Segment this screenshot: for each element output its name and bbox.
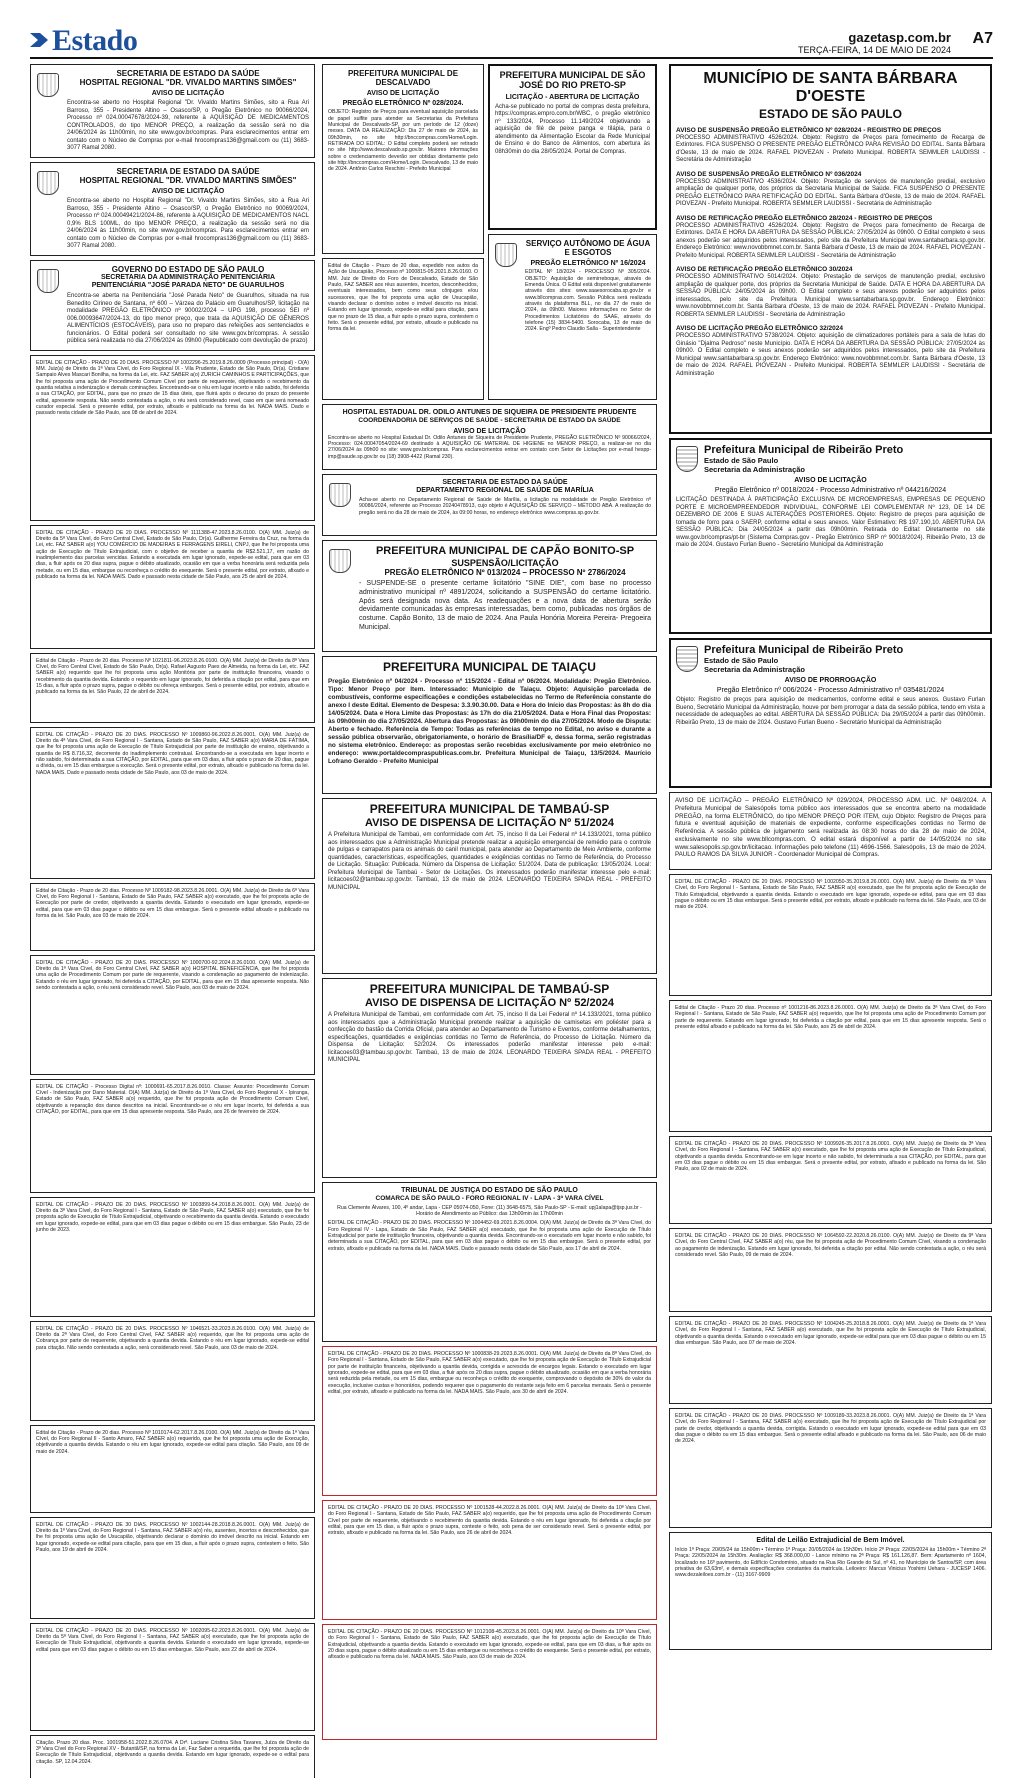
masthead bbox=[0, 0, 1011, 58]
edital-text: EDITAL DE CITAÇÃO - PRAZO DE 20 DIAS. PROCESSO Nº 1002050-35.2019.8.26.0001. O(A) MM. Juiz(a) de Direito da 5ª Vara Cível, do Foro Regional I - Santana, Estado de São Paulo, FAZ SABER a(o) executado, que lhe foi proposta ação de Execução de Título Extrajudicial, objetivando a quantia devida. Estando o executado em lugar ignorado, expede-se edital, para que em 03 dias pague o débito ou em 15 dias embargue. Será o presente edital, por extrato, afixado e publicado na forma da lei. São Paulo, aos 03 de maio de 2024. bbox=[675, 879, 986, 911]
edital-citacao bbox=[30, 525, 315, 649]
edital-red-frame bbox=[322, 1624, 657, 1740]
notice-subtitle: Estado de São Paulo bbox=[704, 656, 779, 665]
edital-citacao bbox=[30, 1321, 315, 1421]
edital-text: Edital de Citação - Prazo de 20 dias. Processo Nº 1009182-98.2023.8.26.0001. O(A) MM. Juiz(a) de Direito da 6ª Vara Cível, do Foro Regional I - Santana, Estado de São Paulo, FAZ SABER a(o) executado, que lhe foi proposta ação de Execução por parte de credor, objetivando a quantia devida. Estando o executado em lugar ignorado, expede-se edital, para que em 03 dias pague o débito ou em 15 dias embargue. Será o presente edital afixado e publicado na forma da lei. São Paulo, aos 03 de maio de 2024. bbox=[36, 887, 309, 919]
edital-text: EDITAL DE CITAÇÃO - PRAZO DE 20 DIAS. PROCESSO Nº 1046521-33.2023.8.26.0100. O(A) MM. Juiz(a) de Direito da 2ª Vara Cível, do Foro Central Cível, FAZ SABER a(o) requerido, que lhe foi proposta uma ação de Cobrança por parte de requerente, objetivando a quantia devida. Estando o réu em lugar ignorado, expede-se edital para citação. Não sendo contestada a ação, será considerado revel. São Paulo, aos 03 de maio de 2024. bbox=[36, 1325, 309, 1351]
notice-heading: PREGÃO ELETRÔNICO Nº 16/2024 bbox=[530, 260, 646, 268]
edital-text: EDITAL DE CITAÇÃO - Processo Digital nº: 1000691-65.2017.8.26.0010. Classe: Assunto: Procedimento Comum Cível - Indenização por Dano Material. O(A) MM. Juiz(a) de Direito da 1ª Vara Cível, do Foro Regional X - Ipiranga, Estado de São Paulo, FAZ SABER a(o) requerido, que lhe foi proposta ação de Procedimento Comum Cível, objetivando a reparação dos danos descritos na inicial. Encontrando-se o réu em lugar incerto, foi deferida a sua CITAÇÃO, por EDITAL, para que em 15 dias apresente resposta. São Paulo, aos 26 de fevereiro de 2024. bbox=[36, 1083, 309, 1115]
notice-santa-barbara bbox=[669, 64, 992, 434]
notice-body: Acha-se publicado no portal de compras desta prefeitura, https://compras.empro.com.br/WBC, o pregão eletrônico nº 133/2024, Processo 11.149/2024 objetivando a aquisição de filé de peixe panga e tilápia, para o atendimento da Alimentação Escolar da Rede Municipal de Ensino e do Banco de Alimentos, com abertura às 08h30min do dia 28/05/2024. Portal de Compras. bbox=[495, 103, 650, 155]
notice-heading: AVISO DE LICITAÇÃO bbox=[794, 477, 867, 484]
notice-body: A Prefeitura Municipal de Tambaú, em conformidade com Art. 75, inciso II da Lei Federal nº 14.133/2021, torna público aos interessados que a Administração Municipal pretende realizar a aquisição emergencial de remédio para o controle de pulgas e carrapatos para os animais do canil municipal, para atender ao Departamento de Meio Ambiente, conforme quantidades, características, especificações, quantidades e exigências contidas no Termo de Referência, do Processo de Licitação. Situação: Publicada. Número da Dispensa de Licitação: 51/2024. Data de publicação: 13/05/2024. Local: Prefeitura Municipal de Tambaú - Setor de Licitações. Os interessados poderão manifestar interesse pelo e-mail: licitacoes02@tambau.sp.gov.br. Tambaú, 13 de maio de 2024. LEONARDO TEIXEIRA SPADA REAL - PREFEITO MUNICIPAL bbox=[328, 832, 651, 891]
notice-tambau-51 bbox=[322, 798, 657, 974]
edital-text: Citação. Prazo 20 dias. Proc. 1001958-51.2022.8.26.0704. A Drª. Luciane Cristina Silva Tavares, Juíza de Direito da 3ª Vara Cível do Foro Regional XV - Butantã/SP, na forma da Lei, Faz Saber a requerida, que lhe foi proposta ação de Execução de Título Extrajudicial, objetivando a quantia devida. Estando em lugar ignorado, expede-se o edital para citação. SP, 12.04.2024. bbox=[36, 1739, 309, 1765]
court-address: Rua Clemente Álvares, 100, 4º andar, Lapa - CEP 05074-050, Fone: (11) 3648-6575, São Paulo-SP - E-mail: upj1alapa@tjsp.jus.br - Horário de Atendimento ao Público: das 13h00min às 17h00min bbox=[337, 1204, 642, 1217]
notice-body: Acha-se aberto no Departamento Regional de Saúde de Marília, a licitação na modalidade de Pregão Eletrônico nº 90086/2024, referente ao Processo 20240478913, cujo objeto é AQUISIÇÃO DE SERVIÇO – MÉTODO ABA. A realização do pregão será no dia 28 de maio de 2024, às 09:00 horas, no endereço eletrônico www.compras.sp.gov.br. bbox=[359, 497, 651, 516]
edital-citacao bbox=[30, 1425, 315, 1513]
notice-title: TRIBUNAL DE JUSTIÇA DO ESTADO DE SÃO PAULO bbox=[401, 1187, 578, 1194]
notice-title: SECRETARIA DE ESTADO DA SAÚDE bbox=[116, 69, 260, 78]
notice-pregao: Pregão Eletrônico nº 006/2024 - Processo Administrativo nº 035481/2024 bbox=[716, 687, 945, 694]
edital-text: EDITAL DE CITAÇÃO - PRAZO DE 20 DIAS. PROCESSO Nº 1009926-35.2017.8.26.0001. O(A) MM. Juiz(a) de Direito da 3ª Vara Cível, do Foro Regional I - Santana, FAZ SABER a(o) executado, que lhe foi proposta uma ação de Execução de Título Extrajudicial, objetivando a quantia devida. Encontrando-se em lugar incerto e não sabido, foi determinada a sua CITAÇÃO, por EDITAL, para que em 03 dias pague o débito ou em 15 dias embargue. Será o presente edital, por extrato, afixado e publicado na forma da lei. São Paulo, aos 02 de maio de 2024. bbox=[675, 1141, 986, 1173]
notice-heading: AVISO DE LICITAÇÃO bbox=[453, 427, 526, 435]
edital-red-frame bbox=[322, 1500, 657, 1620]
notice-body: EDITAL Nº 18/2024 - PROCESSO Nº 305/2024. OBJETO: Aquisição de semirreboque, através de Emenda Única. O Edital está disponível gratuitamente através dos sites: www.saaesorocaba.sp.gov.br e www.bllcompras.com. Sessão Pública será realizada através da plataforma BLL, no dia 27 de maio de 2024, às 09h00. Maiores informações no Setor de Procedimentos Licitatórios do SAAE, através do telefone (15) 3834-5400. Sorocaba, 13 de maio de 2024. Engº Pedro Claudio Salla - Superintendente bbox=[525, 269, 651, 333]
edital-citacao bbox=[669, 1228, 992, 1312]
stack-right bbox=[488, 64, 657, 404]
edital-citacao bbox=[30, 1517, 315, 1619]
edital-text: EDITAL DE CITAÇÃO - PRAZO DE 20 DIAS. PROCESSO Nº 1001528-44.2022.8.26.0001. O(A) MM. Juiz(a) de Direito da 10ª Vara Cível, do Foro Regional I - Santana, Estado de São Paulo, FAZ SABER a(o) requerido, que lhe foi proposta uma ação de Procedimento Comum Cível por parte de requerente, objetivando o recebimento da quantia devida. Estando o réu em lugar ignorado, foi deferida a citação por edital, para que em 15 dias, a fluir após o prazo supra, conteste o feito, sob pena de ser considerado revel. Será o presente edital, por extrato, afixado e publicado na forma da lei. São Paulo, aos 26 de abril de 2024. bbox=[328, 1505, 651, 1537]
header-rule bbox=[30, 57, 993, 59]
notice-title: Prefeitura Municipal de Ribeirão Preto bbox=[704, 644, 904, 656]
edital-citacao bbox=[30, 1623, 315, 1731]
site-url[interactable]: gazetasp.com.br bbox=[848, 30, 951, 45]
edital-text: EDITAL DE CITAÇÃO - PRAZO DE 20 DIAS. PROCESSO Nº 1000700-92.2024.8.26.0100. O(A) MM. Juiz(a) de Direito da 1ª Vara Cível, do Foro Central Cível, FAZ SABER a(o) HOSPITAL BENEFICÊNCIA, que lhe foi proposta uma ação de Procedimento Comum por parte de requerente, visando a condenação ao pagamento de indenização. Estando o réu em lugar ignorado, foi deferida a CITAÇÃO, por EDITAL, para que em 15 dias apresente resposta. Não sendo contestada a ação, o réu será considerado revel. São Paulo, aos 03 de maio de 2024. bbox=[36, 959, 309, 991]
edital-text: Edital de Citação - Prazo de 20 dias. Processo Nº 1010174-62.2017.8.26.0100. O(A) MM. Juiz(a) de Direito da 1ª Vara Cível, do Foro Regional II - Santo Amaro, FAZ SABER a(o) requerido, que lhe foi proposta uma ação de Execução, objetivando a quantia devida. Estando o réu em lugar ignorado, expede-se edital para citação. São Paulo, aos 09 de maio de 2024. bbox=[36, 1429, 309, 1455]
notice-marilia bbox=[322, 474, 657, 536]
edital-citacao bbox=[30, 653, 315, 723]
notice-body: PROCESSO ADMINISTRATIVO 4536/2024. Objeto: Prestação de serviços de manutenção predial, exclusivo ampliação de qualquer porte, dos próprios da Secretaria Municipal de Saúde. FICA SUSPENSO O PRESENTE PREGÃO ELETRÔNICO PARA RETIFICAÇÃO DO EDITAL. Santa Bárbara d'Oeste, 13 de maio de 2024. RAFAEL PIOVEZAN - Prefeito Municipal. ROBERTA SEMMLER LAUDISSI - Secretária de Administração bbox=[676, 178, 985, 208]
notice-title: PREFEITURA MUNICIPAL DE CAPÃO BONITO-SP bbox=[375, 545, 635, 557]
notice-ribeirao-preto-2 bbox=[669, 638, 992, 788]
notice-heading: AVISO DE LICITAÇÃO bbox=[151, 188, 225, 196]
edital-citacao bbox=[669, 1136, 992, 1224]
notice-subtitle: SECRETARIA DA ADMINISTRAÇÃO PENITENCIÁRIA bbox=[100, 273, 276, 281]
edital-text: EDITAL DE CITAÇÃO - PRAZO DE 20 DIAS. PROCESSO Nº 1004245-25.2018.8.26.0001. O(A) MM. Juiz(a) de Direito da 1ª Vara Cível, do Foro Regional I - Santana, FAZ SABER a(o) executado, que lhe foi proposta ação de Execução de Título Extrajudicial, objetivando a quantia devida. Estando o executado em lugar ignorado, expede-se edital para que em 03 dias pague o débito ou em 15 dias embargue. São Paulo, aos 07 de maio de 2024. bbox=[675, 1321, 986, 1347]
edital-citacao bbox=[30, 1079, 315, 1193]
edital-citacao bbox=[669, 1408, 992, 1528]
edital-citacao bbox=[30, 955, 315, 1075]
column-1 bbox=[30, 64, 315, 1778]
notice-subtitle: HOSPITAL REGIONAL "DR. VIVALDO MARTINS SIMÕES" bbox=[79, 78, 297, 88]
notice-title: GOVERNO DO ESTADO DE SÃO PAULO bbox=[111, 264, 265, 274]
notice-subtitle: HOSPITAL REGIONAL "DR. VIVALDO MARTINS SIMÕES" bbox=[79, 176, 297, 186]
stack-left bbox=[322, 64, 484, 404]
notice-title: MUNICÍPIO DE SANTA BÁRBARA D'OESTE bbox=[703, 70, 958, 106]
notice-heading: SUSPENSÃO/LICITAÇÃO bbox=[451, 557, 559, 568]
notice-heading: AVISO DE PRORROGAÇÃO bbox=[784, 677, 877, 684]
notice-body: Encontra-se aberto no Hospital Regional "Dr. Vivaldo Martins Simões, sito a Rua Ari Barroso, 355 - Presidente Altino – Osasco/SP, o Pregão Eletrônico no 90069/2024, Processo nº 024.00049421/2024-86, referente à AQUISIÇÃO DE MEDICAMENTOS NACL 0,9% BLS 100ML, do tipo MENOR PREÇO, a realização da sessão será no dia 24/06/2024 às 11h00min, no site www.gov.br/compras. Para esclarecimentos entrar em contato com o Núcleo de Compras por e-mail hrocompras136@gmail.com ou (11) 3683-3077 Ramal 2080. bbox=[67, 198, 309, 250]
column-3 bbox=[669, 64, 992, 1778]
notice-body: Objeto: Registro de preços para aquisição de medicamentos, conforme edital e seus anexos. Gustavo Furlan Bueno, Secretário Municipal da Administração, houve por bem prorrogar a data da sessão pública, tendo em vista a necessidade de adequações ao edital. ABERTURA DA SESSÃO PÚBLICA: Dia 29/05/2024 a partir das 09h00min. Ribeirão Preto, 13 de maio de 2024. Gustavo Furlan Bueno - Secretário Municipal da Administração bbox=[676, 697, 985, 726]
ribeirao-crest-icon bbox=[676, 646, 698, 672]
edital-citacao bbox=[669, 1316, 992, 1404]
notice-title: PREFEITURA MUNICIPAL DE TAMBAÚ-SP bbox=[369, 982, 610, 996]
notice-header bbox=[676, 644, 985, 674]
notice-subtitle: COMARCA DE SÃO PAULO - FORO REGIONAL IV - LAPA - 3ª VARA CÍVEL bbox=[375, 1195, 604, 1203]
notice-body: LICITAÇÃO DESTINADA À PARTICIPAÇÃO EXCLUSIVA DE MICROEMPRESAS, EMPRESAS DE PEQUENO PORTE E MICROEMPREENDEDOR INDIVIDUAL, CONFORME LEI COMPLEMENTAR Nº 123, DE 14 DE DEZEMBRO DE 2006 E SUAS ALTERAÇÕES POSTERIORES. Objeto: Registro de preços para aquisição de tomada de forro para o SAERP, conforme edital e seus anexos. Valor Estimativo: R$ 197.190,10. ABERTURA DA SESSÃO PÚBLICA: Dia 24/05/2024 a partir das 09h00min. Retirada do Edital: Diretamente no site www.gov.br/compras/pt-br (Sistema Compras.gov - Pregão Eletrônico SRP nº 90018/2024). Ribeirão Preto, 13 de maio de 2024. Gustavo Furlan Bueno - Secretário Municipal da Administração bbox=[676, 497, 985, 548]
notice-tambau-52 bbox=[322, 978, 657, 1178]
ribeirao-crest-icon bbox=[676, 446, 698, 472]
notice-body: Pregão Eletrônico nº 04/2024 - Processo nº 115/2024 - Edital nº 06/2024. Modalidade: Pregão Eletrônico. Tipo: Menor Preço por Item. Interessado: Município de Taiaçu. Objeto: Aquisição parcelada de combustíveis, conforme especificações e condições estabelecidas no Termo de Referência constante do anexo I deste Edital. Elemento de Despesa: 3.3.90.30.00. Data e Hora do Início das Propostas: às 8h do dia 14/05/2024. Data e Hora Limite das Propostas: às 17h do dia 21/05/2024. Data e Hora Final das Propostas: às 09h00min do dia 27/05/2024. Abertura das Propostas: às 09h00min do dia 27/05/2024. Modo de Disputa: Aberto e fechado. Referência de Tempo: Todas as referências de tempo no Edital, no aviso e durante a sessão pública observarão, obrigatoriamente, o horário de Brasília/DF e, dessa forma, serão registradas no sistema eletrônico. Endereço: as propostas serão recebidas exclusivamente por meio eletrônico no endereço: www.portaldecompraspublicas.com.br. Prefeitura Municipal de Taiaçu, 13/5/2024. Maurício Lofrano Geraldo - Prefeito Municipal bbox=[328, 677, 651, 765]
edital-text: EDITAL DE CITAÇÃO - PRAZO DE 20 DIAS. PROCESSO Nº 1002095-62.2023.8.26.0001. O(A) MM. Juiz(a) de Direito da 5ª Vara Cível, do Foro Regional I - Santana, FAZ SABER a(o) executado, que lhe foi proposta ação de Execução de Título Extrajudicial, objetivando a quantia devida. Estando o executado em lugar ignorado, expede-se edital para que em 03 dias pague o débito ou em 15 dias embargue. São Paulo, aos 22 de abril de 2024. bbox=[36, 1627, 309, 1653]
notice-heading: AVISO DE SUSPENSÃO PREGÃO ELETRÔNICO Nº 036/2024 bbox=[676, 170, 862, 178]
notice-subtitle: DEPARTAMENTO REGIONAL DE SAÚDE DE MARÍLIA bbox=[416, 487, 594, 495]
notice-subtitle: Secretaria da Administração bbox=[704, 665, 806, 674]
notice-pregao: Pregão Eletrônico nº 0018/2024 - Processo Administrativo nº 044216/2024 bbox=[714, 487, 947, 494]
notice-sjrp bbox=[488, 64, 657, 230]
edital-citacao bbox=[669, 874, 992, 996]
notice-descalvado bbox=[322, 64, 484, 254]
notice-heading: AVISO DE DISPENSA DE LICITAÇÃO Nº 52/2024 bbox=[365, 996, 614, 1009]
notice-heading: AVISO DE LICITAÇÃO bbox=[151, 90, 225, 98]
notice-title: SERVIÇO AUTÔNOMO DE ÁGUA E ESGOTOS bbox=[525, 239, 651, 258]
notice-title: Prefeitura Municipal de Ribeirão Preto bbox=[704, 444, 904, 456]
notice-title: PREFEITURA MUNICIPAL DE TAMBAÚ-SP bbox=[369, 802, 610, 816]
edital-descalvado bbox=[322, 258, 484, 400]
notice-body: AVISO DE LICITAÇÃO – PREGÃO ELETRÔNICO Nº 029/2024, PROCESSO ADM. LIC. Nº 048/2024. A Prefeitura Municipal de Salesópolis torna público aos interessados que se encontra aberto na modalidade PREGÃO, na forma ELETRÔNICO, do tipo MENOR PREÇO POR ITEM, cujo Objeto: Registro de Preços para futura e eventual aquisição de materiais de expediente, conforme especificações contidas no Termo de Referência. A sessão pública de julgamento será realizada às 08:30 horas do dia 28 de maio de 2024, exclusivamente no site www.bllcompras.com. O edital estará disponível a partir de 14/05/2024 no site www.salesopolis.sp.gov.br/licitacao. Informações pelo telefone (11) 4696-1566. Salesópolis, 13 de maio de 2024. PAULO RAMOS DA SILVA JUNIOR - Coordenador Municipal de Compras. bbox=[675, 797, 986, 859]
edital-citacao bbox=[30, 355, 315, 521]
notice-body: PROCESSO ADMINISTRATIVO 5014/2024. Objeto: Prestação de serviços de manutenção predial, exclusivo ampliação de qualquer porte, dos próprios da Secretaria Municipal de Saúde. DATA E HORA DA ABERTURA DA SESSÃO PÚBLICA: 24/05/2024 às 09h00. O Edital completo e seus anexos poderão ser adquiridos pelos interessados, pelo site da Prefeitura Municipal www.santabarbara.sp.gov.br. Endereço Eletrônico: www.novobbmnet.com.br. Santa Bárbara d'Oeste, 13 de maio de 2024. RAFAEL PIOVEZAN - Prefeito Municipal. ROBERTA SEMMLER LAUDISSI - Secretária de Administração bbox=[676, 274, 985, 318]
notice-body: EDITAL DE CITAÇÃO - PRAZO DE 20 DIAS. PROCESSO Nº 1004452-69.2021.8.26.0004. O(A) MM. Juiz(a) de Direito da 3ª Vara Cível, do Foro Regional IV - Lapa, Estado de São Paulo, FAZ SABER a(o) executado, que lhe foi proposta uma ação de Execução de Título Extrajudicial por parte de instituição financeira, objetivando a quantia devida. Encontrando-se o executado em lugar incerto e não sabido, foi determinada a sua CITAÇÃO, por EDITAL, para que em 03 dias pague o débito ou em 15 dias embargue. Será o presente edital, por extrato, afixado e publicado na forma da lei. NADA MAIS. Dado e passado nesta cidade de São Paulo, aos 17 de abril de 2024. bbox=[328, 1220, 651, 1252]
edital-citacao bbox=[30, 1197, 315, 1317]
notice-pregao: PREGÃO ELETRÔNICO Nº 028/2024. bbox=[342, 100, 464, 108]
edital-text: EDITAL DE CITAÇÃO - PRAZO DE 20 DIAS. PROCESSO Nº 1000838-29.2023.8.26.0001. O(A) MM. Juiz(a) de Direito da 8ª Vara Cível, do Foro Regional I - Santana, Estado de São Paulo, FAZ SABER a(o) executado, que lhe foi proposta ação de Execução de Título Extrajudicial por parte de instituição financeira, objetivando a quantia devida, corrigida e acrescida de encargos legais. Estando o executado em lugar ignorado, expede-se edital, para que em 03 dias, a fluir após os 20 dias supra, pague o débito atualizado, ocasião em que a verba honorária será reduzida pela metade, ou em 15 dias, embargue ou reconheça o crédito do exequente, comprovando o depósito de 30% do valor da execução, inclusive custas e honorários, podendo requerer que o pagamento do restante seja feito em 6 parcelas mensais. Será o presente edital, por extrato, afixado e publicado na forma da lei. NADA MAIS. São Paulo, aos 30 de abril de 2024. bbox=[328, 1351, 651, 1396]
notice-heading: AVISO DE LICITAÇÃO bbox=[366, 90, 440, 98]
municipal-crest-icon bbox=[329, 549, 351, 573]
notice-body: - SUSPENDE-SE o presente certame licitatório "SINE DIE", com base no processo administrativo municipal nº 4891/2024, solicitando a SUSPENSÃO do certame licitatório. Após será designada nova data. As readequações e a nova data de abertura serão devidamente comunicadas às empresas interessadas, bem como, publicadas nos órgãos de costume. Capão Bonito, 13 de maio de 2024. Ana Paula Honória Moreira Pereira- Pregoeira Municipal. bbox=[359, 580, 651, 631]
notice-saude-1 bbox=[30, 64, 315, 158]
edital-citacao bbox=[30, 727, 315, 879]
edital-text: EDITAL DE CITAÇÃO - PRAZO DE 20 DIAS. PROCESSO Nº 1003899-54.2018.8.26.0001. O(A) MM. Juiz(a) de Direito da 3ª Vara Cível, do Foro Regional I - Santana, Estado de São Paulo, FAZ SABER a(o) executado, que lhe foi proposta ação de Execução de Título Extrajudicial, objetivando o recebimento da quantia devida. Estando o executado em lugar ignorado, expede-se edital, para que em 03 dias pague o débito ou em 15 dias embargue. São Paulo, 23 de junho de 2023. bbox=[36, 1201, 310, 1233]
notice-title: SECRETARIA DE ESTADO DA SAÚDE bbox=[116, 166, 260, 176]
state-crest-icon bbox=[329, 483, 351, 507]
page-number: A7 bbox=[972, 30, 993, 47]
notice-body: OBJETO: Registro de Preços para eventual aquisição parcelada de papel sulfite para atender as Secretarias da Prefeitura Municipal de Descalvado-SP, por um período de 12 (doze) meses. DATA DA REALIZAÇÃO: Dia 27 de maio de 2024, às 09h30min, no site http://bnccompras.com/Home/Login. RETIRADA DO EDITAL: O Edital completo poderá ser retirado no site http://www.descalvado.sp.gov.br. Maiores informações sobre o credenciamento deverão ser obtidas diretamente pelo site http://bnccompras.com/Home/Login. Descalvado, 13 de maio de 2024. Antônio Carlos Reschini - Prefeito Municipal bbox=[328, 109, 478, 173]
notice-body: Encontra-se aberta na Penitenciária "José Parada Neto" de Guarulhos, situada na rua Benedito Cirineo de Santana, nº 600 – Várzea do Palácio em Guarulhos/SP, licitação na modalidade PREGÃO ELETRÔNICO nº 90002/2024 – UPG 198, processo SEI nº 006.00093647/2024-13, do tipo menor preço, que trata da AQUISIÇÃO DE GÊNEROS ALIMENTÍCIOS (ESTOCÁVEIS), para uso no preparo das refeições aos sentenciados e funcionários. O Edital poderá ser consultado no site www.gov.br/compras. A sessão pública será realizada no dia 27/06/2024 às 09h00 (Republicado com devolução de prazo) bbox=[67, 293, 309, 345]
edital-text: EDITAL DE CITAÇÃO - PRAZO DE 20 DIAS. PROCESSO Nº 1009860-96.2022.8.26.0001. O(A) MM. Juiz(a) de Direito da 4ª Vara Cível, do Foro Regional I - Santana, Estado de São Paulo, FAZ SABER a(o) MARIA DE FÁTIMA, que lhe foi proposta uma ação de Execução de Título Extrajudicial por parte de instituição de ensino, objetivando a quantia de R$ 8.716,32, decorrente do inadimplemento contratual. Encontrando-se a executada em lugar incerto e não sabido, foi determinada a sua CITAÇÃO, por EDITAL, para que em 03 dias, a fluir após o prazo de 20 dias, pague a dívida, ou em 15 dias embargue a execução. Será o presente edital, por extrato, afixado e publicado na forma da lei. NADA MAIS. Dado e passado nesta cidade de São Paulo, aos 03 de maio de 2024. bbox=[36, 731, 309, 776]
column-2 bbox=[322, 64, 657, 1778]
edital-text: EDITAL DE CITAÇÃO - PRAZO DE 20 DIAS. PROCESSO Nº 1064592-22.2020.8.26.0100. O(A) MM. Juiz(a) de Direito da 9ª Vara Cível, do Foro Central Cível, FAZ SABER a(o) réu, que lhe foi proposta ação de Procedimento Comum Cível, visando a condenação ao pagamento de indenização. Estando em lugar ignorado, foi deferida a citação por edital. Não sendo contestada a ação, o réu será considerado revel. São Paulo, 09 de maio de 2024. bbox=[675, 1233, 986, 1259]
notice-capao-bonito bbox=[322, 540, 657, 652]
notice-title: SECRETARIA DE ESTADO DA SAÚDE bbox=[442, 479, 568, 486]
notice-title: PREFEITURA MUNICIPAL DE DESCALVADO bbox=[347, 69, 459, 88]
saae-logo-icon bbox=[495, 243, 517, 267]
notice-heading: LICITAÇÃO - ABERTURA DE LICITAÇÃO bbox=[505, 93, 640, 101]
row-top bbox=[322, 64, 657, 404]
edital-text: EDITAL DE CITAÇÃO - PRAZO DE 20 DIAS. PROCESSO Nº 1002296-25.2019.8.26.0009 (Processo principal) - O(A) MM. Juiz(a) de Direito da 1ª Vara Cível, do Foro Regional IX - Vila Prudente, Estado de São Paulo, Dr(a). Cristiane Sampaio Alves Mascari Bonilha, na forma da Lei, etc. FAZ SABER a(o) ZURICH CAMINHOS E PARTICIPAÇÕES, que lhe foi proposta uma ação de Procedimento Comum Cível por parte de requerente, objetivando o recebimento da quantia relativa a indenização e demais cominações. Encontrando-se o réu em lugar incerto e não sabido, foi deferida a sua CITAÇÃO, por EDITAL, para que no prazo de 15 dias úteis, que fluirá após o decurso do prazo do presente edital, apresente resposta. Não sendo contestada a ação, o réu será considerado revel, caso em que será nomeado curador especial. Será o presente edital, por extrato, afixado e publicado na forma da lei. NADA MAIS. Dado e passado nesta cidade de São Paulo, aos 08 de abril de 2024. bbox=[36, 359, 310, 417]
edital-text: EDITAL DE CITAÇÃO - PRAZO DE 20 DIAS. PROCESSO Nº 1012108-45.2023.8.26.0001. O(A) MM. Juiz(a) de Direito da 10ª Vara Cível, do Foro Regional I - Santana, Estado de São Paulo, FAZ SABER a(o) executado, que lhe foi proposta ação de Execução de Título Extrajudicial, objetivando a quantia devida. Estando o executado em lugar ignorado, expede-se edital, para que em 03 dias, a fluir após os 20 dias supra, pague o débito atualizado ou em 15 dias embargue ou reconheça o crédito do exequente. Será o presente edital, por extrato, afixado e publicado na forma da lei. NADA MAIS. São Paulo, aos 03 de maio de 2024. bbox=[328, 1629, 651, 1661]
edital-citacao bbox=[669, 1000, 992, 1132]
notice-subtitle: PENITENCIÁRIA "JOSÉ PARADA NETO" DE GUARULHOS bbox=[91, 281, 285, 289]
notice-saude-2 bbox=[30, 162, 315, 256]
edition-date: TERÇA-FEIRA, 14 DE MAIO DE 2024 bbox=[797, 45, 951, 55]
notice-title: Edital de Leilão Extrajudicial de Bem Imóvel. bbox=[756, 1537, 905, 1544]
notice-tjsp-lapa bbox=[322, 1182, 657, 1342]
notice-subtitle: COORDENADORIA DE SERVIÇOS DE SAÚDE - SECRETARIA DE ESTADO DA SAÚDE bbox=[358, 417, 621, 425]
notice-body: Encontra-se aberto no Hospital Regional "Dr. Vivaldo Martins Simões, sito a Rua Ari Barroso, 355 - Presidente Altino – Osasco/SP, o Pregão Eletrônico no 90066/2024, Processo nº 024.00047678/2024-39, referente à AQUISIÇÃO DE MEDICAMENTOS CONTROLADOS, do tipo MENOR PREÇO, a realização da sessão será no dia 24/06/2024 às 11h00min, no site www.gov.br/compras. Para esclarecimentos entrar em contato com o Núcleo de Compras por e-mail hrocompras136@gmail.com ou (11) 3683-3077 Ramal 2080. bbox=[67, 100, 309, 152]
notice-saae bbox=[488, 234, 657, 400]
edital-text: EDITAL DE CITAÇÃO - PRAZO DE 30 DIAS. PROCESSO Nº 1002144-28.2018.8.26.0001. O(A) MM. Juiz(a) de Direito da 1ª Vara Cível, do Foro Regional I - Santana, FAZ SABER a(o) réu, ausentes, incertos e desconhecidos, que lhe foi proposta uma ação de Usucapião, objetivando declarar o domínio do imóvel descrito na inicial. Estando em lugar ignorado, expede-se edital para citação, para que em 15 dias, a fluir após o prazo supra, contestem o feito. São Paulo, aos 19 de abril de 2024. bbox=[36, 1521, 309, 1553]
state-crest-icon bbox=[37, 73, 59, 97]
edital-text: EDITAL DE CITAÇÃO - PRAZO DE 20 DIAS. PROCESSO Nº 1111388-47.2023.8.26.0100. O(A) MM. Juiz(a) de Direito da 5ª Vara Cível, do Foro Central Cível, Estado de São Paulo, Dr(a). Guilherme Ferreira da Cruz, na forma da Lei, etc. FAZ SABER a(o) YOU COMÉRCIO DE MADEIRAS E FERRAGENS EIRELI, CNPJ, que lhe foi proposta uma ação de Execução de Título Extrajudicial, com o objetivo de receber a quantia de R$2.521,17, em razão do inadimplemento das parcelas vencidas. Estando a executada em lugar ignorado, expede-se edital, para que em 03 dias, a fluir após os 20 dias supra, pague o débito atualizado, ocasião em que a verba honorária será reduzida pela metade, ou em 15 dias, embargue ou reconheça o crédito do exequente. Será o presente edital, por extrato, afixado e publicado na forma da lei. NADA MAIS. Dado e passado nesta cidade de São Paulo, aos 25 de abril de 2024. bbox=[36, 529, 309, 580]
state-crest-icon bbox=[37, 171, 59, 195]
notice-subtitle: ESTADO DE SÃO PAULO bbox=[759, 106, 902, 121]
notice-penitenciaria bbox=[30, 260, 315, 351]
notice-heading: AVISO DE LICITAÇÃO PREGÃO ELETRÔNICO 32/2024 bbox=[676, 325, 843, 333]
notice-ribeirao-preto-1 bbox=[669, 438, 992, 634]
edital-text: EDITAL DE CITAÇÃO - PRAZO DE 20 DIAS. PROCESSO Nº 1009189-33.2023.8.26.0001. O(A) MM. Juiz(a) de Direito da 1ª Vara Cível, do Foro Regional I - Santana, FAZ SABER a(o) executado, que lhe foi proposta ação de Execução de Título Extrajudicial por parte de credor, objetivando a quantia devida, corrigida. Estando o executado em lugar ignorado, expede-se edital para que em 03 dias pague o débito ou em 15 dias embargue. Será o presente edital afixado e publicado na forma da lei. São Paulo, aos 06 de maio de 2024. bbox=[675, 1413, 986, 1445]
edital-text: Edital de Citação - Prazo 20 dias. Processo nº 1001216-86.2023.8.26.0001. O(A) MM. Juiz(a) de Direito da 3ª Vara Cível, do Foro Regional I - Santana, Estado de São Paulo, FAZ SABER a(o) requerido, que lhe foi proposta uma ação de Procedimento Comum por parte de requerente. Estando em lugar ignorado, foi deferida a citação por edital, para que em 15 dias apresente resposta. Será o presente edital afixado e publicado na forma da lei. São Paulo, aos 25 de abril de 2024. bbox=[675, 1005, 986, 1031]
notice-heading: AVISO DE SUSPENSÃO PREGÃO ELETRÔNICO Nº 028/2024 - REGISTRO DE PREÇOS bbox=[676, 126, 942, 134]
notice-leilao bbox=[669, 1532, 992, 1650]
estado-logo-icon bbox=[30, 30, 50, 50]
notice-hospital-odilo bbox=[322, 404, 657, 470]
edital-red-frame bbox=[322, 1346, 657, 1496]
notice-body: Encontra-se aberto no Hospital Estadual Dr. Odilo Antunes de Siqueira de Presidente Prudente, PREGÃO ELETRÔNICO Nº 90066/2024, Processo: 024.00047054/2024-69 destinado à AQUISIÇÃO DE MATERIAL DE HIGIENE no MENOR PREÇO, a realizar-se no dia 27/06/2024 às 09h00 no site: www.gov.br/compras. Para esclarecimentos entrar em contato com Setor de Licitações por e-mail hespp-imp@saude.sp.gov.br ou (18) 3908-4422 (Ramal 230). bbox=[328, 434, 651, 460]
notice-taiacu bbox=[322, 656, 657, 794]
notice-body: PROCESSO ADMINISTRATIVO 5738/2024. Objeto: aquisição de climatizadores portáteis para a sala de lutas do Ginásio "Djalma Pedroso" neste Município. DATA E HORA DA ABERTURA DA SESSÃO PÚBLICA: 27/05/2024 às 09h00. O Edital completo e seus anexos poderão ser adquiridos pelos interessados, pelo site da Prefeitura Municipal www.santabarbara.sp.gov.br. Endereço Eletrônico: www.novobbmnet.com.br. Santa Bárbara d'Oeste, 13 de maio de 2024. RAFAEL PIOVEZAN - Prefeito Municipal. ROBERTA SEMMLER LAUDISSI - Secretária de Administração bbox=[676, 333, 985, 377]
notice-heading: AVISO DE DISPENSA DE LICITAÇÃO Nº 51/2024 bbox=[365, 816, 614, 829]
notice-heading: AVISO DE RETIFICAÇÃO PREGÃO ELETRÔNICO 30/2024 bbox=[676, 266, 853, 274]
notice-body: A Prefeitura Municipal de Tambaú, em conformidade com Art. 75, inciso II da Lei Federal nº 14.133/2021, torna público aos interessados que a Administração Municipal pretende realizar a aquisição de camisetas em poliéster para a confecção do bastão da Corrida Oficial, para atender ao Departamento de Turismo e Eventos, conforme detalhamentos, especificações, quantidades e exigências contidas no Termo de Referência, do Processo de Licitação. Número da Dispensa de Licitação: 52/2024. Os interessados poderão manifestar interesse pelo e-mail: licitacoes03@tambau.sp.gov.br. Tambaú, 13 de maio de 2024. LEONARDO TEIXEIRA SPADA REAL - PREFEITO MUNICIPAL bbox=[328, 1012, 651, 1064]
notice-pregao: PREGÃO ELETRÔNICO Nº 013/2024 – PROCESSO Nº 2786/2024 bbox=[384, 567, 626, 577]
notice-body: Início 1ª Praça: 20/05/24 às 15h00m • Término 1ª Praça: 20/05/2024 às 15h30m. Início 2ª Praça: 22/05/2024 às 15h00m • Término 2ª Praça: 22/05/2024 às 15h30m. Avaliação: R$ 368.000,00 - Lance mínimo na 2ª Praça: R$ 161.126,87. Bem: Apartamento nº 1604, localizado no 16º pavimento, do Edifício Condomínio, situado na Rua Rio Grande do Sul, nº 41, no Município de Santos/SP, com área privativa de 63,63m², e demais especificações constantes da matrícula. Leiloeiro: Marcus Vinicius Yoshimi Uehara - JUCESP 1406. www.dezaleiloes.com.br - (11) 3167-9909 bbox=[675, 1547, 986, 1579]
brand-name: Estado bbox=[52, 24, 138, 57]
edital-text: Edital de Citação - Prazo de 20 dias, expedido nos autos da Ação de Usucapião, Processo nº 1000815-05.2021.8.26.0160. O MM. Juiz de Direito do Foro de Descalvado, Estado de São Paulo, FAZ SABER aos réus ausentes, incertos, desconhecidos, eventuais interessados, bem como seus cônjuges e/ou sucessores, que lhe foi proposta uma ação de Usucapião, visando declarar o domínio sobre o imóvel descrito na inicial. Estando em lugar ignorado, expede-se edital para citação, para que no prazo de 15 dias, a fluir após o prazo supra, contestem o feito. Será o presente edital, por extrato, afixado e publicado na forma da lei. bbox=[328, 263, 478, 333]
notice-salesopolis bbox=[669, 792, 992, 870]
edital-citacao bbox=[30, 883, 315, 951]
state-crest-icon bbox=[37, 269, 59, 293]
edital-citacao bbox=[30, 1735, 315, 1778]
notice-header bbox=[676, 444, 985, 474]
notice-subtitle: Secretaria da Administração bbox=[704, 465, 806, 474]
notice-body: PROCESSO ADMINISTRATIVO 4526/2024. Objeto: Registro de Preços para fornecimento de Recarga de Extintores. DATA E HORA DA ABERTURA DA SESSÃO PÚBLICA: 27/05/2024 às 09h00. O Edital completo e seus anexos poderão ser adquiridos pelos interessados, pelo site da Prefeitura Municipal www.santabarbara.sp.gov.br. Endereço Eletrônico: www.novobbmnet.com.br. Santa Bárbara d'Oeste, 13 de maio de 2024. RAFAEL PIOVEZAN - Prefeito Municipal. ROBERTA SEMMLER LAUDISSI - Secretária de Administração bbox=[676, 222, 985, 259]
notice-title: PREFEITURA MUNICIPAL DE SÃO JOSÉ DO RIO PRETO-SP bbox=[499, 70, 646, 91]
notice-title: PREFEITURA MUNICIPAL DE TAIAÇU bbox=[383, 660, 596, 674]
notice-subtitle: Estado de São Paulo bbox=[704, 456, 779, 465]
notice-body: PROCESSO ADMINISTRATIVO 4526/2024. Objeto: Registro de Preços para fornecimento de Recarga de Extintores. FICA SUSPENSO O PRESENTE PREGÃO ELETRÔNICO PARA REVISÃO DO EDITAL. Santa Bárbara d'Oeste, 13 de maio de 2024. RAFAEL PIOVEZAN - Prefeito Municipal. ROBERTA SEMMLER LAUDISSI - Secretária de Administração bbox=[676, 134, 985, 164]
notice-heading: AVISO DE RETIFICAÇÃO PREGÃO ELETRÔNICO 28/2024 - REGISTRO DE PREÇOS bbox=[676, 214, 933, 222]
edital-text: Edital de Citação - Prazo de 20 dias. Processo Nº 1021811-96.2023.8.26.0100. O(A) MM. Juiz(a) de Direito da 8ª Vara Cível, do Foro Central Cível, Estado de São Paulo, Dr(a). Rafael Augusto Paes de Almeida, na forma da Lei, etc. FAZ SABER a(o) requerido que lhe foi proposta uma ação Monitória por parte de instituição financeira, visando o recebimento da quantia devida. Estando o requerido em lugar ignorado, foi deferida a citação por edital, para que em 15 dias, a fluir após o prazo supra, pague o débito ou ofereça embargos. Será o presente edital, por extrato, afixado e publicado na forma da lei. São Paulo, 22 de abril de 2024. bbox=[36, 657, 309, 696]
notice-title: HOSPITAL ESTADUAL DR. ODILO ANTUNES DE SIQUEIRA DE PRESIDENTE PRUDENTE bbox=[342, 409, 637, 416]
